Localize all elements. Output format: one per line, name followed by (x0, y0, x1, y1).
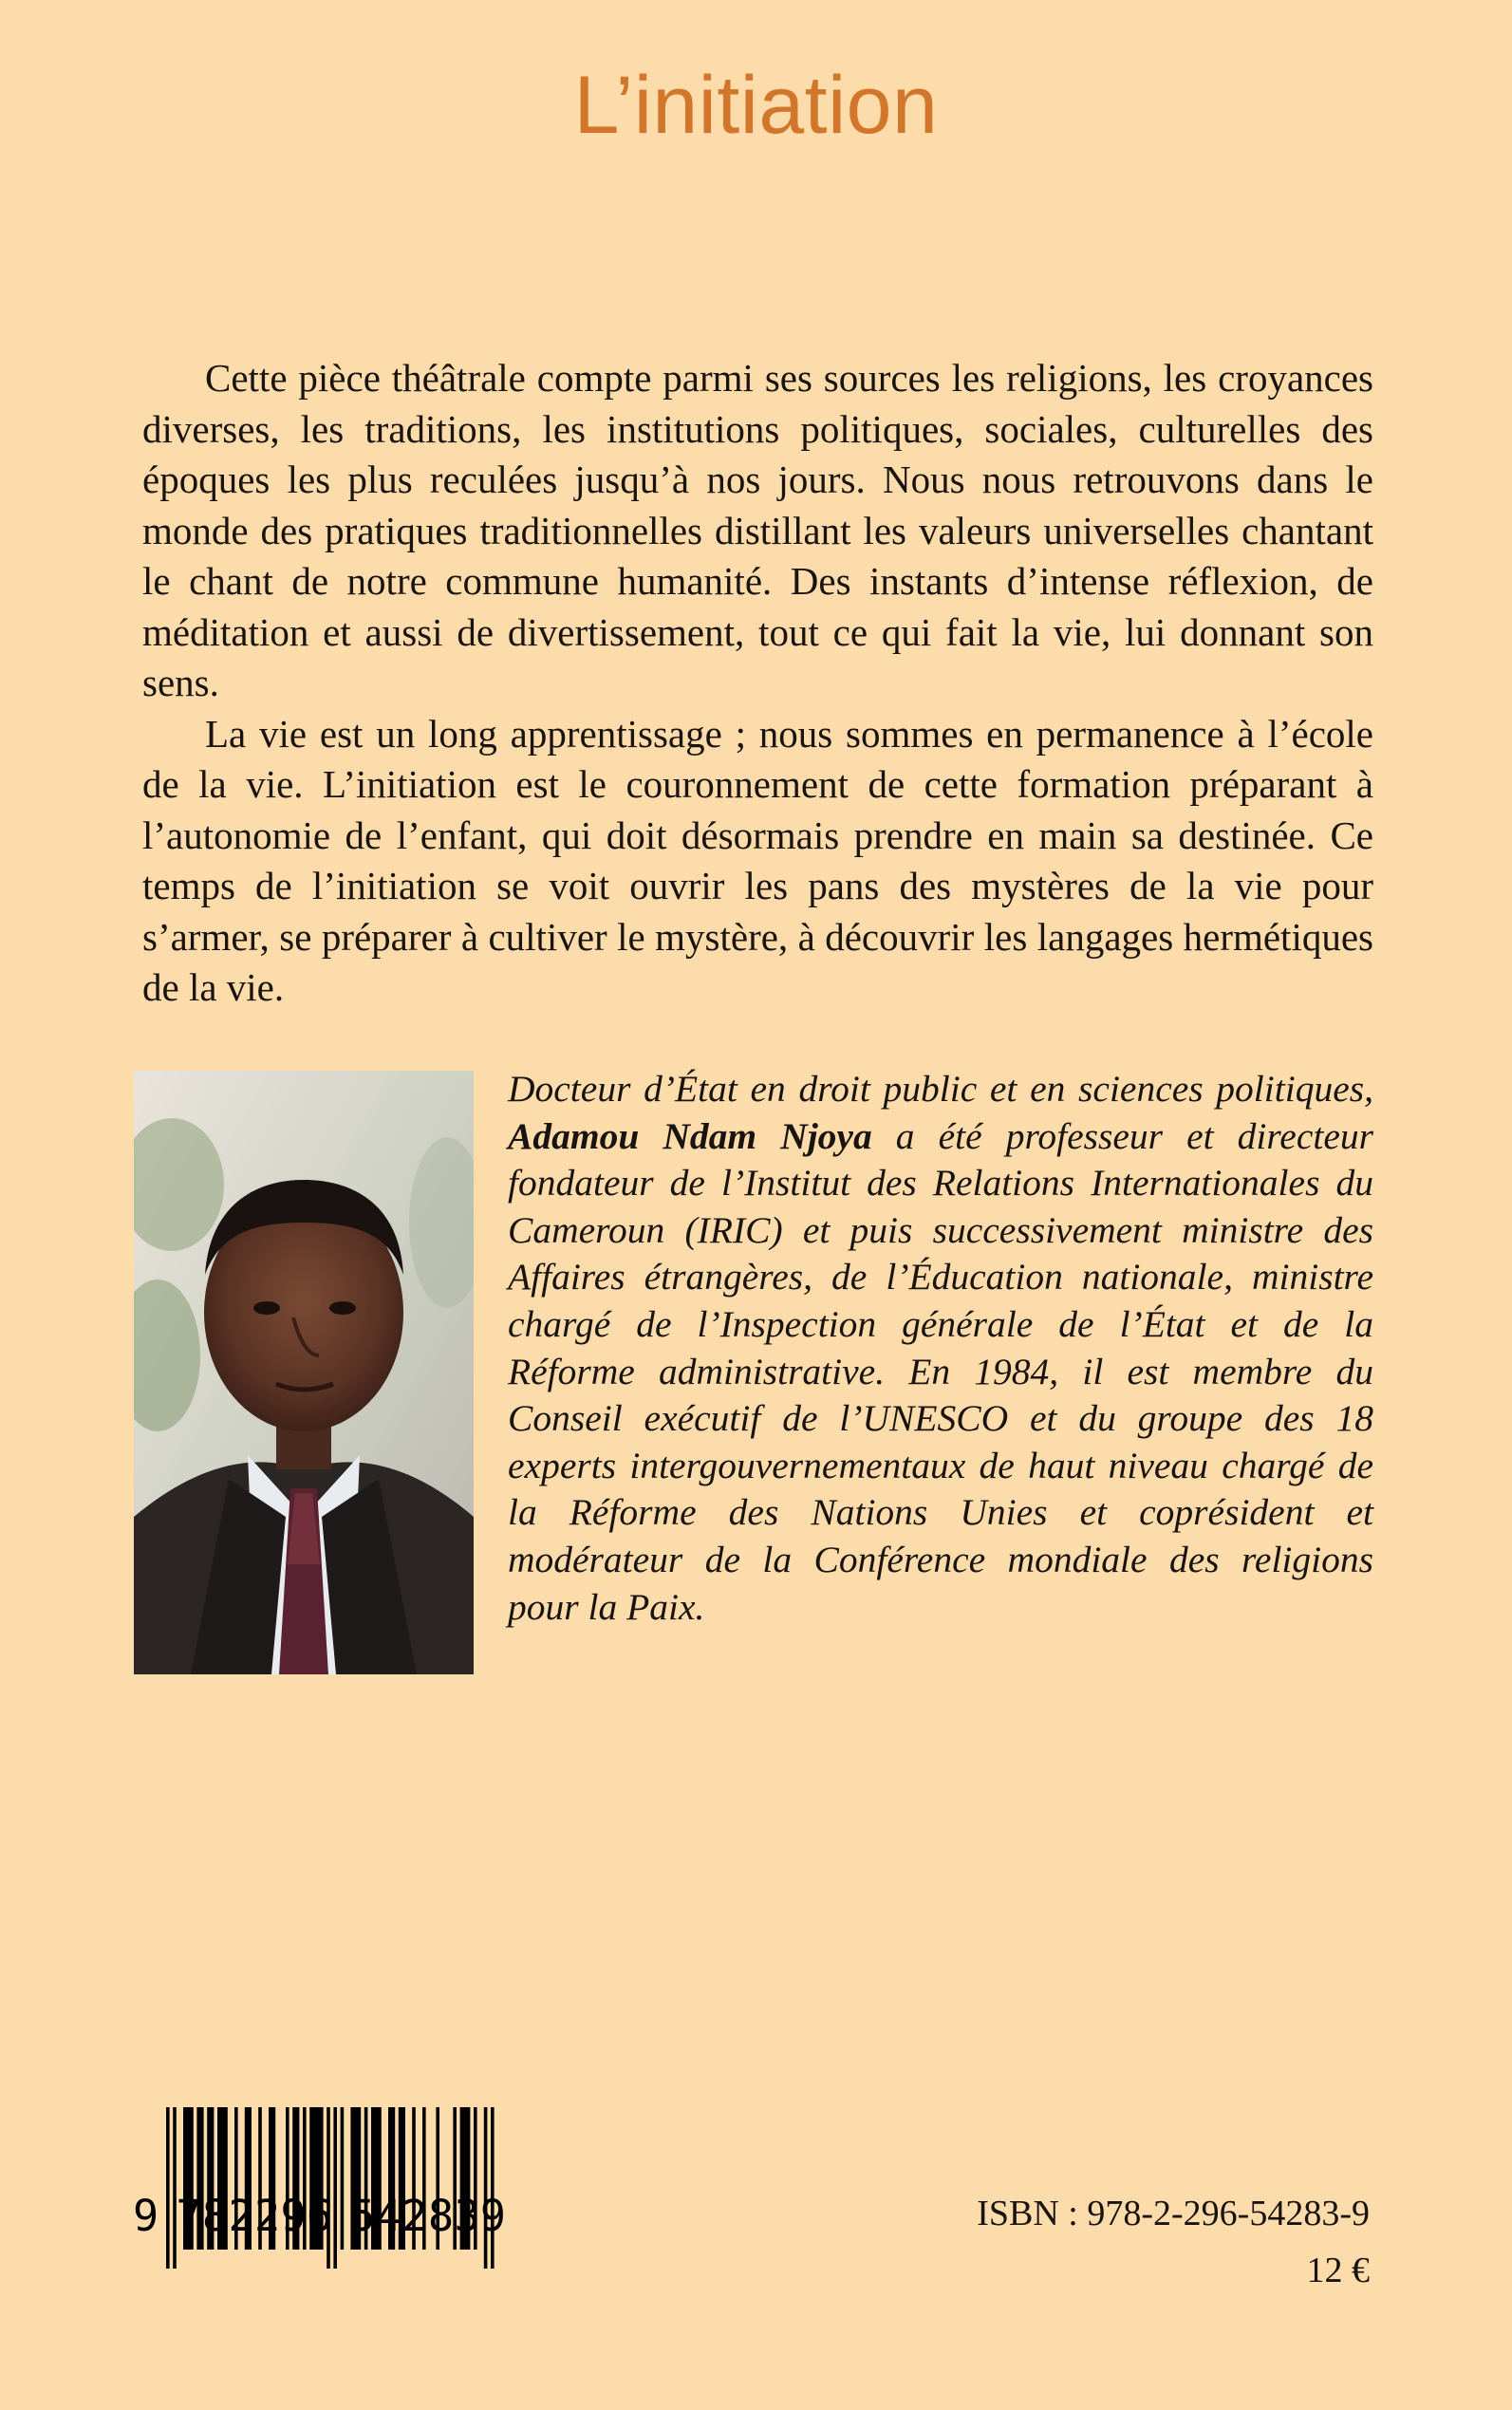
price: 12 € (1306, 2251, 1370, 2290)
author-name: Adamou Ndam Njoya (508, 1114, 872, 1157)
barcode-bar (327, 2107, 330, 2269)
bio-text: a été professeur et directeur fondateur de l’Institut des Relations Internationales du Cameroun (IRIC) et puis successivement ministre des Affaires étrangères, de l’Éducation nationale, ministre chargé de l’Inspection générale de l’État et de la Réforme administrative. En 1984, il est membre du Conseil exécutif de l’UNESCO et du groupe des 18 experts intergouvernementaux de haut niveau chargé de la Réforme des Nations Unies et coprésident et modérateur de la Conférence mondiale des religions pour la Paix. (508, 1114, 1373, 1628)
summary-text (142, 353, 1373, 1014)
book-title: L’initiation (573, 60, 939, 151)
summary-paragraph-1: Cette pièce théâtrale compte parmi ses sources les religions, les croyances diverses, les traditions, les institutions politiques, sociales, culturelles des époques les plus reculées jusqu’à nos jours. Nous nous retrouvons dans le monde des pratiques traditionnelles distillant les valeurs universelles chantant le chant de notre commune humanité. Des instants d’intense réflexion, de méditation et aussi de divertissement, tout ce qui fait la vie, lui donnant son sens. (142, 356, 1373, 704)
barcode-bar (173, 2107, 177, 2269)
bio-intro: Docteur d’État en droit public et en sciences politiques, (508, 1068, 1373, 1110)
isbn-number: ISBN : 978-2-296-54283-9 (977, 2194, 1370, 2233)
author-photo (134, 1071, 474, 1674)
barcode-bar (333, 2107, 337, 2269)
barcode-right-group: 542839 (349, 2191, 507, 2241)
barcode-left-group: 782296 (176, 2191, 333, 2241)
barcode-first-digit: 9 (133, 2191, 159, 2241)
barcode-digits (133, 2191, 569, 2241)
author-biography (508, 1066, 1373, 1631)
barcode-bar (484, 2107, 488, 2269)
summary-paragraph-2: La vie est un long apprentissage ; nous sommes en permanence à l’école de la vie. L’initiation est le couronnement de cette formation préparant à l’autonomie de l’enfant, qui doit désormais prendre en main sa destinée. Ce temps de l’initiation se voit ouvrir les pans des mystères de la vie pour s’armer, se préparer à cultiver le mystère, à découvrir les langages hermétiques de la vie. (142, 711, 1373, 1009)
barcode-bar (491, 2107, 495, 2269)
barcode-bar (166, 2107, 170, 2269)
